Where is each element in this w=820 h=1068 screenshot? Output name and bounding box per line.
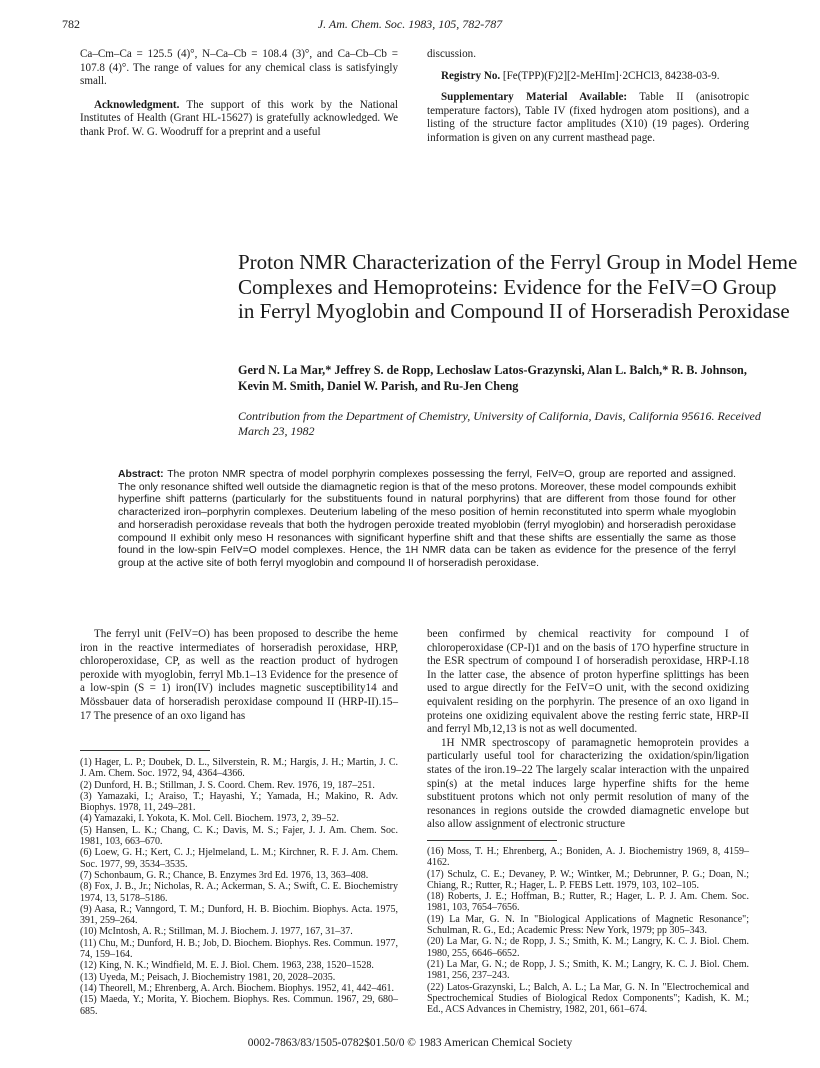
reference-item: (19) La Mar, G. N. In "Biological Applications of Magnetic Resonance"; Schulman, R. G., Ed.; Academic Press: New York, 1979; pp 305–343. — [427, 913, 749, 937]
registry-text: [Fe(TPP)(F)2][2-MeHIm]·2CHCl3, 84238-03-9. — [500, 69, 720, 82]
reference-item: (18) Roberts, J. E.; Hoffman, B.; Rutter, R.; Hager, L. P. J. Am. Chem. Soc. 1981, 103, 7654–7656. — [427, 891, 749, 914]
body-paragraph-2: 1H NMR spectroscopy of paramagnetic hemoprotein provides a particularly useful tool for characterizing the oxidation/spin/ligation states of the iron.19–22 The largely scalar interaction with the unpaired spin(s) at the metal induces large hyperfine shifts for the heme substituent protons which not only permit resolution of many of the resonances in regions outside the crowded diamagnetic envelope but also allow assignment of electronic structure — [427, 736, 749, 831]
discussion-text: discussion. — [427, 48, 477, 60]
acknowledgment — [80, 99, 398, 140]
reference-item: (13) Uyeda, M.; Peisach, J. Biochemistry 1981, 20, 2028–2035. — [80, 971, 336, 983]
reference-item: (12) King, N. K.; Windfield, M. E. J. Biol. Chem. 1963, 238, 1520–1528. — [80, 960, 374, 972]
reference-item: (21) La Mar, G. N.; de Ropp, J. S.; Smith, K. M.; Langry, K. C. J. Biol. Chem. 1981, 256, 237–243. — [427, 958, 749, 982]
acknowledgment-label: Acknowledgment. — [94, 98, 180, 111]
reference-item: (1) Hager, L. P.; Doubek, D. L., Silverstein, R. M.; Hargis, J. H.; Martin, J. C. J. Am. Chem. Soc. 1972, 94, 4364–4366. — [80, 757, 398, 780]
reference-item: (4) Yamazaki, I. Yokota, K. Mol. Cell. Biochem. 1973, 2, 39–52. — [80, 813, 339, 825]
references-right — [427, 846, 749, 1015]
intro-paragraph: The ferryl unit (FeIV=O) has been proposed to describe the heme iron in the reactive intermediates of horseradish peroxidase, HRP, chloroperoxidase, CP, as well as the reaction product of hydrogen peroxide with myoglobin, ferryl Mb.1–13 Evidence for the presence of a low-spin (S = 1) iron(IV) includes magnetic susceptibility14 and Mössbauer data of horseradish peroxidase compound II (HRP-II).15–17 The presence of an oxo ligand has — [80, 628, 398, 722]
author-list: Gerd N. La Mar,* Jeffrey S. de Ropp, Lechoslaw Latos-Grazynski, Alan L. Balch,* R. B. Johnson, Kevin M. Smith, Daniel W. Parish, and Ru-Jen Cheng — [238, 363, 747, 393]
reference-item: (10) McIntosh, A. R.; Stillman, M. J. Biochem. J. 1977, 167, 31–37. — [80, 926, 353, 938]
abstract-label: Abstract: — [118, 469, 164, 480]
reference-item: (5) Hansen, L. K.; Chang, C. K.; Davis, M. S.; Fajer, J. J. Am. Chem. Soc. 1981, 103, 663–670. — [80, 824, 398, 848]
supplementary-material — [427, 91, 749, 145]
reference-item: (9) Aasa, R.; Vanngord, T. M.; Dunford, H. B. Biochim. Biophys. Acta. 1975, 391, 259–264. — [80, 903, 398, 927]
supplementary-label: Supplementary Material Available: — [441, 91, 628, 104]
reference-item: (7) Schonbaum, G. R.; Chance, B. Enzymes 3rd Ed. 1976, 13, 363–408. — [80, 869, 369, 881]
reference-item: (14) Theorell, M.; Ehrenberg, A. Arch. Biochem. Biophys. 1952, 41, 442–461. — [80, 982, 395, 994]
previous-article-right — [427, 48, 749, 146]
previous-article-left — [80, 48, 398, 140]
body-paragraph-1: been confirmed by chemical reactivity for compound I of chloroperoxidase (CP-I)1 and on the basis of 17O hyperfine structure in the ESR spectrum of compound I of horseradish peroxidase, HRP-I.18 In the latter case, the absence of proton hyperfine splittings has been used to argue directly for the FeIV=O unit, with the second oxidizing equivalent residing on the porphyrin. The presence of an oxo ligand in proteins one oxidizing equivalent above the resting ferric state, HRP-II and ferryl Mb,12,13 is not as well documented. — [427, 628, 749, 736]
reference-item: (3) Yamazaki, I.; Araiso, T.; Hayashi, Y.; Yamada, H.; Makino, R. Adv. Biophys. 1978, 11, 249–281. — [80, 790, 398, 814]
reference-item: (16) Moss, T. H.; Ehrenberg, A.; Boniden, A. J. Biochemistry 1969, 8, 4159–4162. — [427, 846, 749, 869]
reference-item: (6) Loew, G. H.; Kert, C. J.; Hjelmeland, L. M.; Kirchner, R. F. J. Am. Chem. Soc. 1977, 99, 3534–3535. — [80, 847, 398, 870]
supplementary-text: Table II (anisotropic temperature factors), Table IV (fixed hydrogen atom positions), and a listing of the structure factor amplitudes (X10) (19 pages). Ordering information is given on any current masthead page. — [427, 91, 749, 144]
reference-item: (8) Fox, J. B., Jr.; Nicholas, R. A.; Ackerman, S. A.; Swift, C. E. Biochemistry 1974, 13, 5178–5186. — [80, 881, 398, 904]
reference-item: (17) Schulz, C. E.; Devaney, P. W.; Wintker, M.; Debrunner, P. G.; Doan, N.; Chiang, R.; Rutter, R.; Hager, L. P. FEBS Lett. 1979, 103, 102–105. — [427, 868, 749, 891]
reference-item: (15) Maeda, Y.; Morita, Y. Biochem. Biophys. Res. Commun. 1967, 29, 680–685. — [80, 994, 398, 1017]
page-number: 782 — [62, 17, 80, 31]
footnote-rule-right — [427, 840, 557, 841]
abstract — [118, 469, 736, 571]
body-right-column — [427, 628, 749, 832]
acknowledgment-text: The support of this work by the National Institutes of Health (Grant HL-15627) is gratefully acknowledged. We thank Prof. W. G. Woodruff for a preprint and a useful — [80, 98, 398, 138]
affiliation: Contribution from the Department of Chemistry, University of California, Davis, California 95616. Received March 23, 1982 — [238, 409, 761, 438]
reference-item: (11) Chu, M.; Dunford, H. B.; Job, D. Biochem. Biophys. Res. Commun. 1977, 74, 159–164. — [80, 937, 398, 961]
copyright-footer: 0002-7863/83/1505-0782$01.50/0 © 1983 American Chemical Society — [247, 1037, 573, 1049]
reference-item: (22) Latos-Grazynski, L.; Balch, A. L.; La Mar, G. N. In "Electrochemical and Spectrochemical Studies of Biological Redox Components"; Kadish, K. M.; Ed., ACS Advances in Chemistry, 1982, 201, 661–674. — [427, 981, 749, 1016]
article-title: Proton NMR Characterization of the Ferryl Group in Model Heme Complexes and Hemoproteins: Evidence for the FeIV=O Group in Ferryl Myoglobin and Compound II of Horseradish Peroxidase — [238, 250, 798, 323]
registry-label: Registry No. — [441, 69, 501, 82]
reference-item: (20) La Mar, G. N.; de Ropp, J. S.; Smith, K. M.; Langry, K. C. J. Biol. Chem. 1980, 255, 6646–6652. — [427, 936, 749, 959]
registry-number — [427, 70, 749, 84]
footnote-rule-left — [80, 750, 210, 751]
abstract-text: The proton NMR spectra of model porphyrin complexes possessing the ferryl, FeIV=O, group are reported and assigned. The only resonance shifted well outside the diamagnetic region is that of the meso protons. Moreover, these model compounds exhibit hyperfine shift patterns (particularly for the substituents found in natural porphyrins) that are different from those found for other characterized iron–porphyrin complexes. Deuterium labeling of the meso position of hemin reconstituted into sperm whale myoglobin and horseradish peroxidase reveals that both the hydrogen peroxide treated myoblobin (ferryl myoglobin) and horseradish peroxidase compound II exhibit only meso H resonances with significant hyperfine shift and that these shifts are essentially the same as those found in the low-spin FeIV=O model complexes. Hence, the 1H NMR data can be taken as evidence for the presence of the ferryl group at the active site of both ferryl myoglobin and compound II of horseradish peroxidase. — [118, 469, 736, 569]
references-left — [80, 757, 398, 1017]
reference-item: (2) Dunford, H. B.; Stillman, J. S. Coord. Chem. Rev. 1976, 19, 187–251. — [80, 779, 375, 791]
bond-angles-text: Ca–Cm–Ca = 125.5 (4)°, N–Ca–Cb = 108.4 (3)°, and Ca–Cb–Cb = 107.8 (4)°. The range of values for any chemical class is satisfyingly small. — [80, 48, 398, 88]
journal-header: J. Am. Chem. Soc. 1983, 105, 782-787 — [317, 17, 503, 31]
body-left-column — [80, 628, 398, 723]
